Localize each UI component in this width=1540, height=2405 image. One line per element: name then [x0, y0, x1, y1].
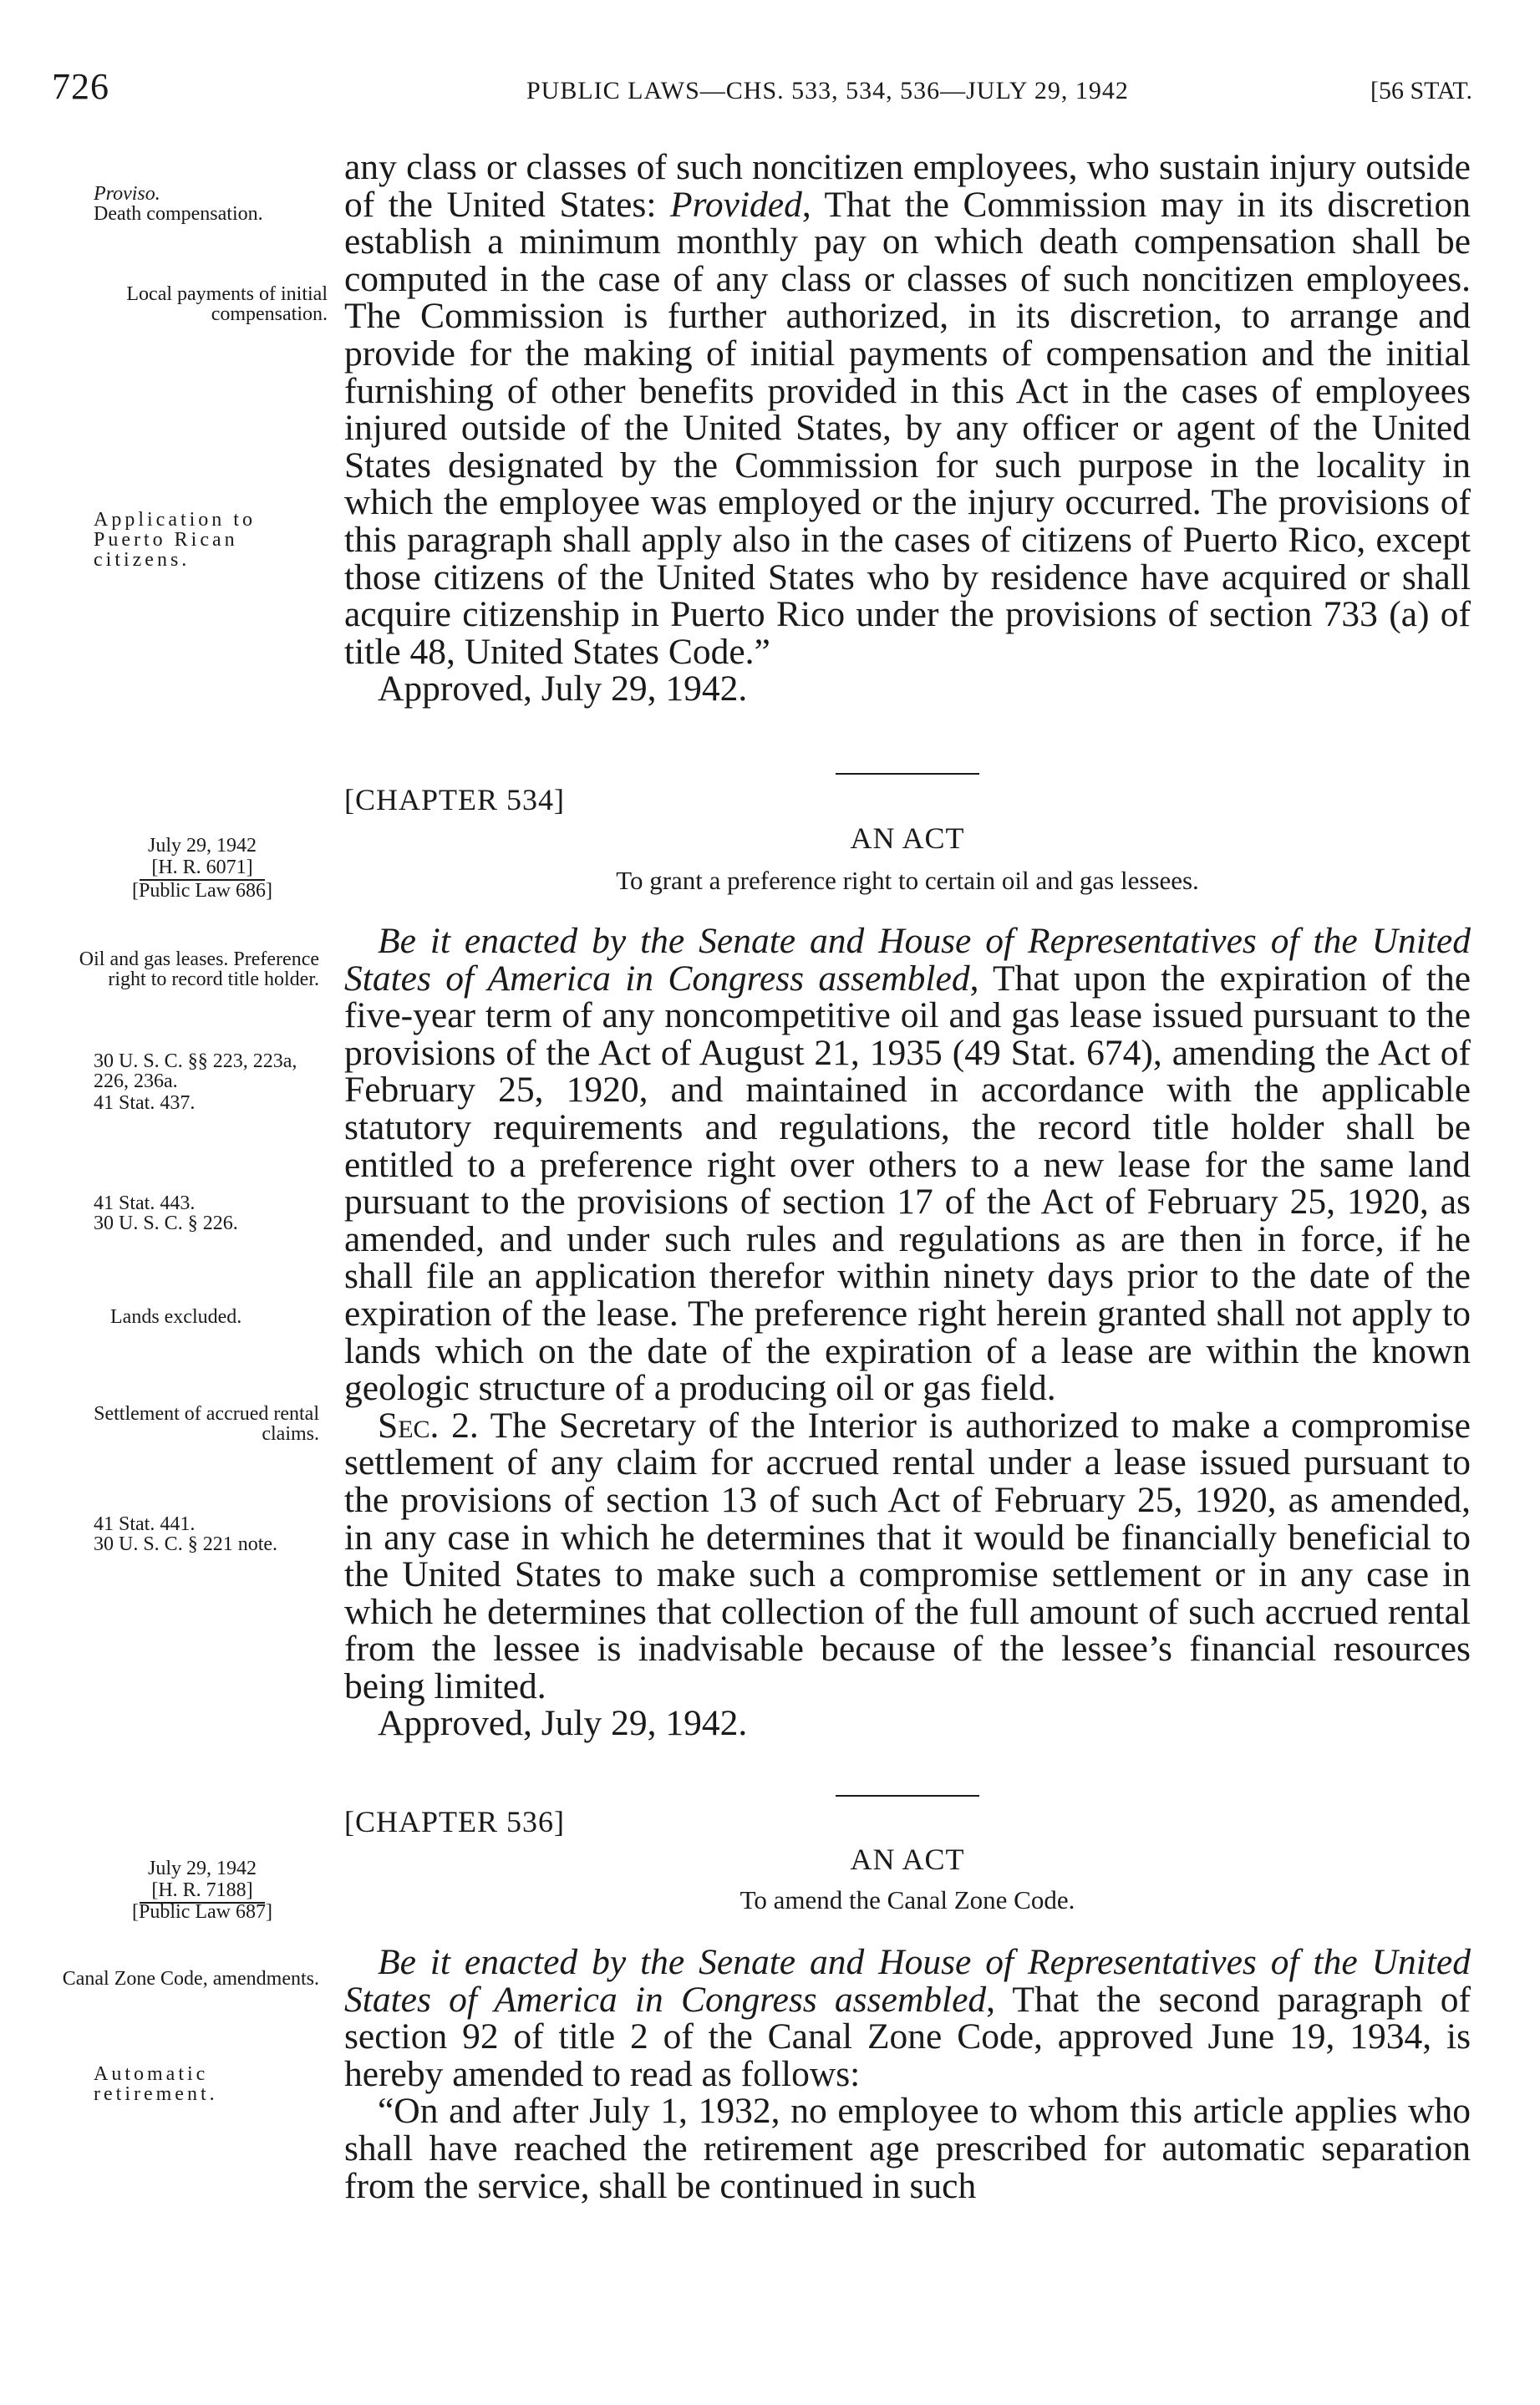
enacting-paragraph — [344, 923, 1471, 1407]
chapter-536-subtitle: To amend the Canal Zone Code. — [740, 1885, 1075, 1914]
margin-note-ch534-law: [Public Law 686] — [132, 880, 272, 902]
margin-note-ch534-bill — [77, 857, 328, 881]
margin-note-retirement: Automatic retirement. — [94, 2063, 218, 2105]
margin-note-ch536-law: [Public Law 687] — [132, 1901, 272, 1923]
amended-text-paragraph: “On and after July 1, 1932, no employee to whom this article applies who shall have reached the retirement age prescribed for automatic separation from the service, shall be continued in such — [344, 2091, 1471, 2206]
section-2-paragraph — [344, 1407, 1471, 1706]
chapter-534-subtitle: To grant a preference right to certain oil and gas lessees. — [616, 866, 1199, 895]
margin-note-ch536-date: July 29, 1942 — [147, 1858, 257, 1879]
margin-note-cite-6: 30 U. S. C. § 221 note. — [94, 1533, 278, 1555]
enacting-clause: Be it enacted by the Senate and House of Representatives of the United States of America in Congress assembled — [344, 1942, 1471, 2020]
bill-number: [H. R. 7188] — [140, 1880, 264, 1904]
margin-note-cite-3: 41 Stat. 443. — [94, 1192, 196, 1214]
margin-note-cite-1: 30 U. S. C. §§ 223, 223a, 226, 236a. — [94, 1050, 297, 1092]
chapter-536-text — [344, 1944, 1471, 2204]
header-volume: [56 STAT. — [1370, 77, 1472, 104]
approval-line: Approved, July 29, 1942. — [378, 669, 748, 709]
paragraph-text: , That upon the expiration of the five-year term of any noncompetitive oil and gas lease issued pursuant to the provisions of the Act of August 21, 1935 (49 Stat. 674), amending the Act of February 25, 1920, and maintained in accordance with the applicable statutory requirements and regulations, the record title holder shall be entitled to a preference right over others to a new lease for the same land pursuant to the provisions of section 17 of the Act of February 25, 1920, as amended, and under such rules and regulations as are then in force, if he shall file an application therefor within ninety days prior to the date of the expiration of the lease. The preference right herein granted shall not apply to lands which on the date of the expiration of a lease are within the known geologic structure of a producing oil or gas field. — [344, 958, 1471, 1409]
paragraph-text: any class or classes of such noncitizen employees, who sustain injury outside of the United States: — [344, 147, 1471, 225]
margin-note-lands-excluded: Lands excluded. — [110, 1306, 242, 1328]
margin-note-puerto-rico: Application to Puerto Rican citizens. — [94, 509, 256, 571]
enacting-paragraph — [344, 1944, 1471, 2092]
paragraph-text: , That the Commission may in its discretion establish a minimum monthly pay on which death compensation shall be computed in the case of any class or classes of such noncitizen employees. The Commission is further authorized, in its discretion, to arrange and provide for the making of initial payments of compensation and the initial furnishing of other benefits provided in this Act in the cases of employees injured outside of the United States, by any officer or agent of the United States designated by the Commission for such purpose in the locality in which the employee was employed or the injury occurred. The provisions of this paragraph shall apply also in the cases of citizens of Puerto Rico, except those citizens of the United States who by residence have acquired or shall acquire citizenship in Puerto Rico under the provisions of section 733 (a) of title 48, United States Code.” — [344, 184, 1471, 672]
margin-note-death-compensation: Death compensation. — [94, 203, 263, 225]
approval-line: Approved, July 29, 1942. — [378, 1703, 748, 1744]
section-rule — [836, 773, 979, 775]
chapter-533-text — [344, 149, 1471, 708]
margin-note-ch534-date: July 29, 1942 — [147, 835, 257, 857]
chapter-536-an-act: AN ACT — [850, 1843, 965, 1876]
bill-number: [H. R. 6071] — [140, 857, 264, 881]
margin-note-proviso: Proviso. — [94, 183, 160, 205]
paragraph-text: , That the second paragraph of section 92 of title 2 of the Canal Zone Code, approved June 19, 1934, is hereby amended to read as follows: — [344, 1979, 1471, 2094]
enacting-clause: Be it enacted by the Senate and House of Representatives of the United States of America in Congress assembled — [344, 921, 1471, 999]
paragraph-text: The Secretary of the Interior is authorized to make a compromise settlement of any claim for accrued rental under a lease issued pursuant to the provisions of section 13 of such Act of February 25, 1920, as amended, in any case in which he determines that it would be financially beneficial to the United States to make such a compromise settlement or in any case in which he determines that collection of the full amount of such accrued rental from the lessee is inadvisable because of the lessee’s financial resources being limited. — [344, 1405, 1471, 1706]
margin-note-canal-zone: Canal Zone Code, amendments. — [62, 1968, 319, 1990]
margin-note-ch536-bill — [77, 1880, 328, 1904]
chapter-534-an-act: AN ACT — [850, 821, 965, 855]
margin-note-cite-2: 41 Stat. 437. — [94, 1092, 196, 1114]
chapter-536-heading: [CHAPTER 536] — [344, 1805, 565, 1838]
margin-note-settlement: Settlement of accrued rental claims. — [94, 1403, 319, 1445]
margin-note-oil-gas: Oil and gas leases. Preference right to record title holder. — [79, 948, 319, 990]
page-number: 726 — [52, 66, 109, 107]
section-label: Sec. 2. — [378, 1405, 479, 1446]
chapter-534-heading: [CHAPTER 534] — [344, 783, 565, 816]
margin-note-local-payments: Local payments of initial compensation. — [126, 283, 328, 325]
section-rule — [836, 1795, 979, 1797]
margin-note-cite-4: 30 U. S. C. § 226. — [94, 1213, 238, 1234]
paragraph — [344, 149, 1471, 670]
running-header — [52, 65, 1472, 109]
header-title: PUBLIC LAWS—CHS. 533, 534, 536—JULY 29, 1942 — [526, 77, 1129, 104]
chapter-534-text — [344, 923, 1471, 1742]
proviso-word: Provided — [670, 184, 802, 225]
margin-note-cite-5: 41 Stat. 441. — [94, 1513, 196, 1535]
